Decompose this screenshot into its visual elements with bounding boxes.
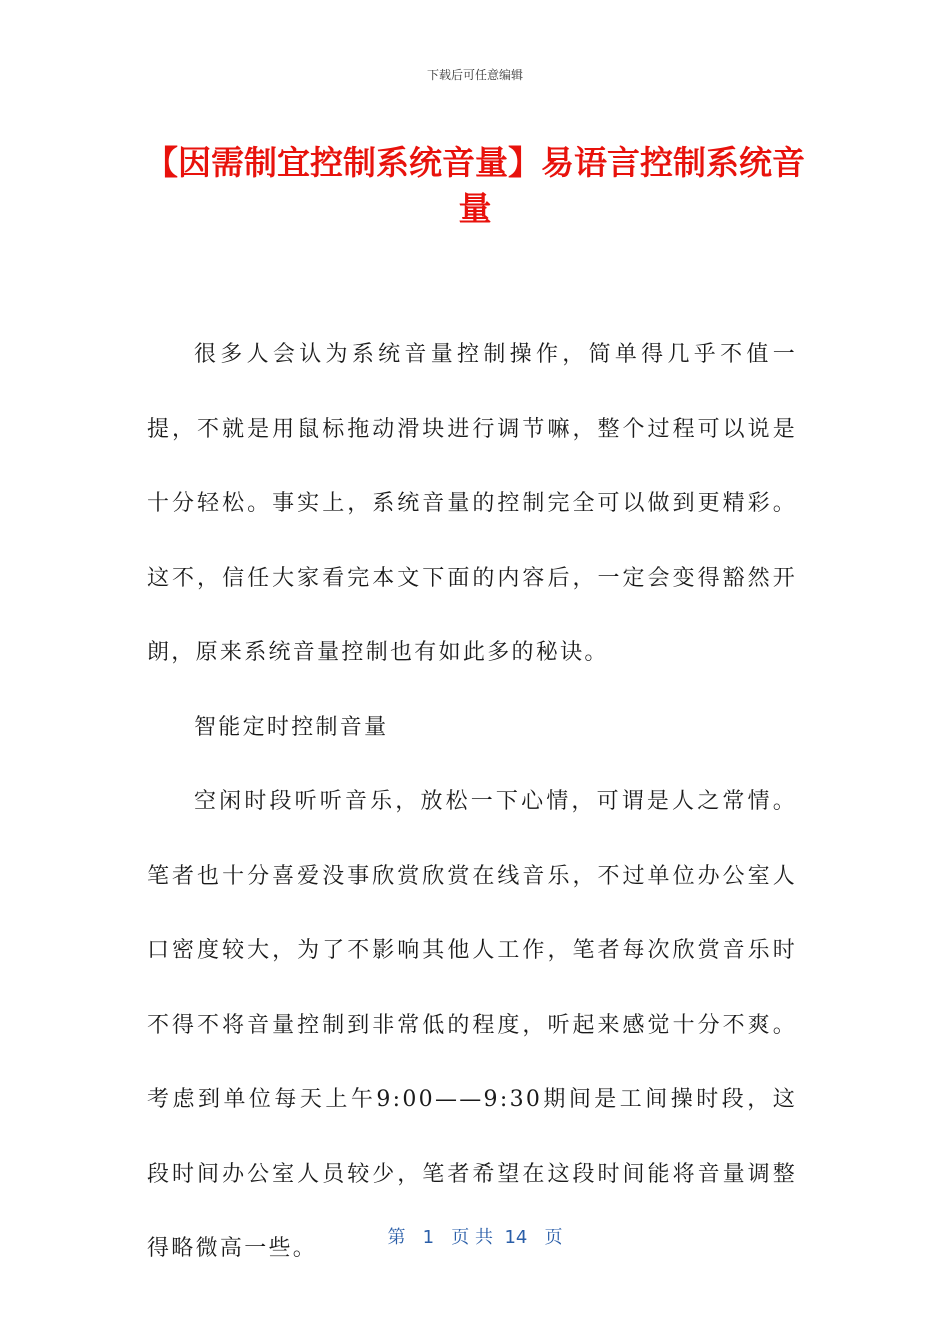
footer-current-page: 1	[422, 1227, 435, 1248]
footer-suffix: 页	[544, 1227, 563, 1248]
document-body	[147, 318, 797, 1287]
paragraph-timed-volume: 空闲时段听听音乐，放松一下心情，可谓是人之常情。笔者也十分喜爱没事欣赏欣赏在线音乐，不过单位办公室人口密度较大，为了不影响其他人工作，笔者每次欣赏音乐时不得不将音量控制到非常低的程度，听起来感觉十分不爽。考虑到单位每天上午9:00——9:30期间是工间操时段，这段时间办公室人员较少，笔者希望在这段时间能将音量调整得略微高一些。	[147, 789, 797, 1261]
footer-total-pages: 14	[504, 1227, 528, 1248]
footer-middle: 页 共	[451, 1227, 493, 1248]
paragraph-intro: 很多人会认为系统音量控制操作，简单得几乎不值一提，不就是用鼠标拖动滑块进行调节嘛，整个过程可以说是十分轻松。事实上，系统音量的控制完全可以做到更精彩。这不，信任大家看完本文下面的内容后，一定会变得豁然开朗，原来系统音量控制也有如此多的秘诀。	[147, 342, 797, 665]
document-title: 【因需制宜控制系统音量】易语言控制系统音量	[145, 143, 805, 228]
footer-prefix: 第	[387, 1227, 406, 1248]
page-header-note: 下载后可任意编辑	[426, 68, 523, 82]
section-heading: 智能定时控制音量	[194, 714, 389, 740]
page-footer	[0, 1224, 950, 1252]
